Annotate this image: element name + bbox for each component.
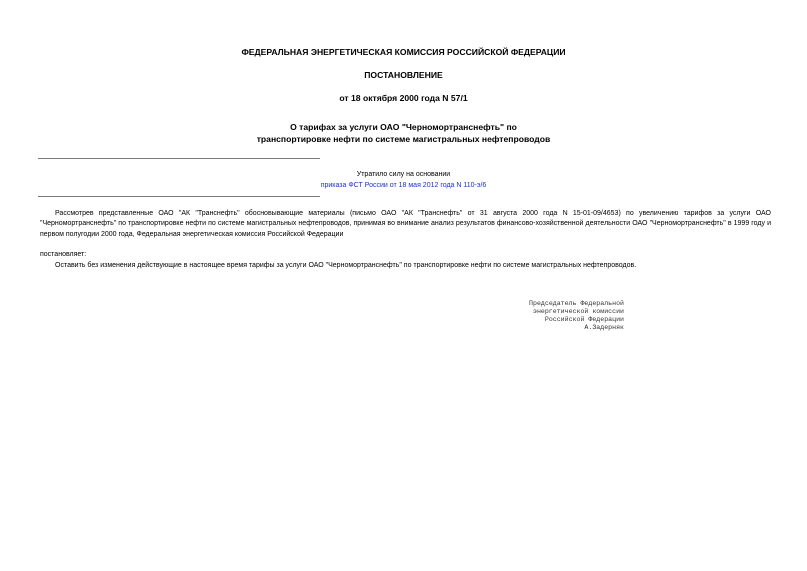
document-subject-line-1: О тарифах за услуги ОАО "Черномортранснефть" по xyxy=(290,122,517,132)
signature-position-line-3: Российской Федерации xyxy=(544,316,624,323)
status-note-text: Утратило силу на основании xyxy=(356,171,451,178)
resolves-word: постановляет: xyxy=(40,251,87,258)
divider-bottom xyxy=(38,196,320,197)
signature-position-line-2: энергетической комиссии xyxy=(532,308,624,315)
status-note-link[interactable]: приказа ФСТ России от 18 мая 2012 года N 110-э/6 xyxy=(320,182,487,189)
divider-top xyxy=(38,158,320,159)
document-subject-line-2: транспортировке нефти по системе магистральных нефтепроводов xyxy=(256,134,551,144)
decision-paragraph: Оставить без изменения действующие в настоящее время тарифы за услуги ОАО "Черномортранснефть" по транспортировке нефти по системе магистральных нефтепроводов. xyxy=(55,262,637,269)
signature-name: А.Задерняк xyxy=(584,324,624,331)
intro-paragraph: Рассмотрев представленные ОАО "АК "Транснефть" обосновывающие материалы (письмо ОАО "АК "Транснефть" от 31 августа 2000 года N 15-01-09/4653) по увеличению тарифов за услуги ОАО "Черномортранснефть" по транспортировке нефти по системе магистральных нефтепроводов, принимая во внимание анализ результатов финансово-хозяйственной деятельности ОАО "Черномортранснефть" в 1999 году и первом полугодии 2000 года, Федеральная энергетическая комиссия Российской Федерации xyxy=(40,210,771,238)
organization-title: ФЕДЕРАЛЬНАЯ ЭНЕРГЕТИЧЕСКАЯ КОМИССИЯ РОССИЙСКОЙ ФЕДЕРАЦИИ xyxy=(241,47,566,57)
signature-position-line-1: Председатель Федеральной xyxy=(529,300,624,307)
document-date-number: от 18 октября 2000 года N 57/1 xyxy=(339,93,468,103)
document-type: ПОСТАНОВЛЕНИЕ xyxy=(364,70,443,80)
